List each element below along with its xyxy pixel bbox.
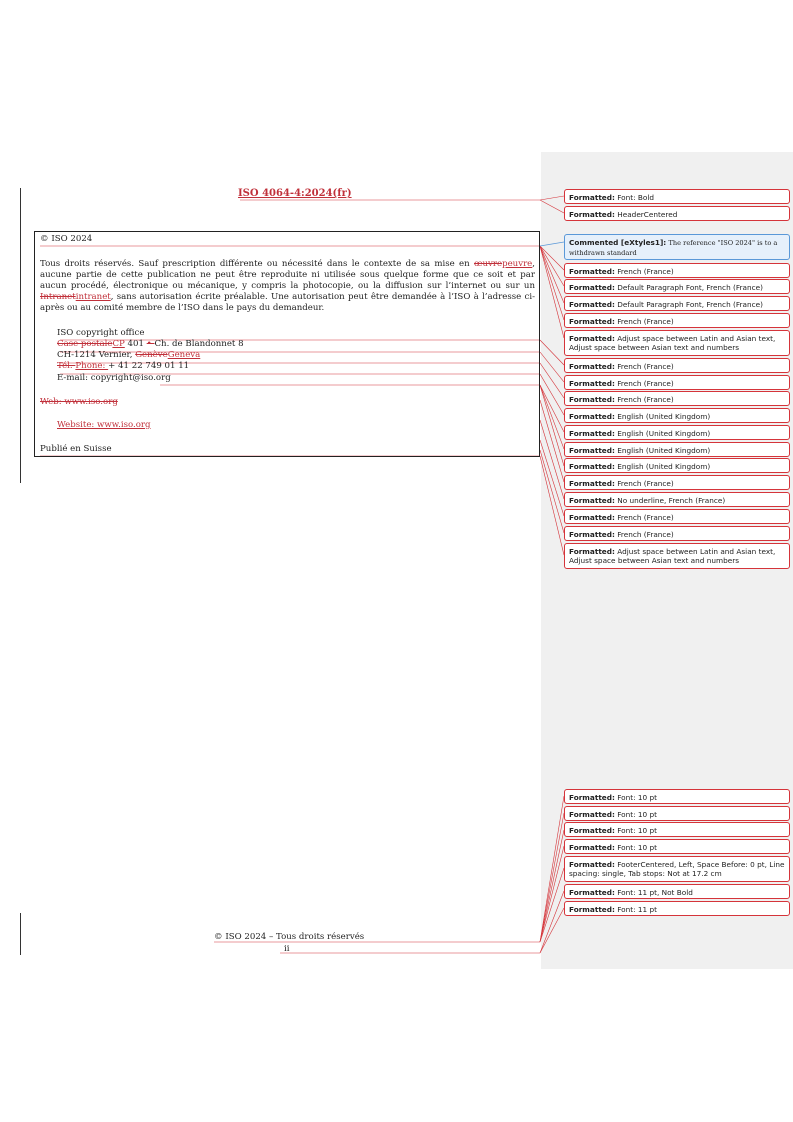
copyright-line: © ISO 2024 (40, 234, 93, 244)
comment-balloon[interactable]: Formatted: French (France) (564, 391, 790, 406)
comment-balloon[interactable]: Formatted: Font: 10 pt (564, 839, 790, 854)
email-line: E-mail: copyright@iso.org (57, 373, 171, 383)
website-link[interactable]: Website: www.iso.org (57, 420, 151, 430)
comment-balloon[interactable]: Formatted: French (France) (564, 263, 790, 278)
comment-balloon[interactable]: Formatted: Adjust space between Latin and Asian text, Adjust space between Asian text and numbers (564, 330, 790, 356)
comment-balloon[interactable]: Formatted: English (United Kingdom) (564, 408, 790, 423)
comment-balloon[interactable]: Formatted: French (France) (564, 526, 790, 541)
copyright-office: ISO copyright office (57, 328, 145, 338)
phone-line: Tél. Phone: + 41 22 749 01 11 (57, 361, 190, 371)
comment-balloon[interactable]: Formatted: No underline, French (France) (564, 492, 790, 507)
copyright-paragraph: Tous droits réservés. Sauf prescription différente ou nécessité dans le contexte de sa mise en œuvrepeuvre, aucune partie de cette publication ne peut être reproduite ni utilisée sous quelque forme que ce soit et par aucun procédé, électronique ou mécanique, y compris la photocopie, ou la diffusion sur l’internet ou sur un Intranetintranet, sans autorisation écrite préalable. Une autorisation peut être demandée à l’ISO à l’adresse ci-après ou au comité membre de l’ISO dans le pays du demandeur. (40, 259, 535, 313)
header-title: ISO 4064-4:2024(fr) (238, 188, 352, 199)
comment-balloon-extyles[interactable]: Commented [eXtyles1]: The reference "ISO 2024" is to a withdrawn standard (564, 234, 790, 260)
comment-balloon[interactable]: Formatted: Font: 11 pt (564, 901, 790, 916)
comment-balloon[interactable]: Formatted: FooterCentered, Left, Space Before: 0 pt, Line spacing: single, Tab stops: Not at 17.2 cm (564, 856, 790, 882)
comment-balloon[interactable]: Formatted: French (France) (564, 509, 790, 524)
city-line: CH-1214 Vernier, GenèveGeneva (57, 350, 201, 360)
comment-balloon[interactable]: Formatted: French (France) (564, 475, 790, 490)
comment-balloon[interactable]: Formatted: Default Paragraph Font, French (France) (564, 279, 790, 294)
comment-balloon[interactable]: Formatted: French (France) (564, 313, 790, 328)
published-line: Publié en Suisse (40, 444, 112, 454)
comment-balloon[interactable]: Formatted: Adjust space between Latin and Asian text, Adjust space between Asian text and numbers (564, 543, 790, 569)
deleted-web-line: Web: www.iso.org (40, 397, 118, 407)
comment-balloon[interactable]: Formatted: Font: 10 pt (564, 822, 790, 837)
comment-balloon[interactable]: Formatted: English (United Kingdom) (564, 425, 790, 440)
postal-address: Case postaleCP 401 • Ch. de Blandonnet 8 (57, 339, 244, 349)
comment-balloon[interactable]: Formatted: Font: 10 pt (564, 806, 790, 821)
comment-balloon[interactable]: Formatted: Font: 10 pt (564, 789, 790, 804)
comment-balloon[interactable]: Formatted: French (France) (564, 375, 790, 390)
comment-balloon[interactable]: Formatted: English (United Kingdom) (564, 458, 790, 473)
comment-balloon[interactable]: Formatted: Default Paragraph Font, French (France) (564, 296, 790, 311)
page-number: ii (284, 944, 290, 954)
comment-balloon[interactable]: Formatted: HeaderCentered (564, 206, 790, 221)
email-link[interactable]: copyright@iso.org (90, 373, 171, 383)
comment-balloon[interactable]: Formatted: English (United Kingdom) (564, 442, 790, 457)
comment-balloon[interactable]: Formatted: Font: Bold (564, 189, 790, 204)
footer-copyright: © ISO 2024 – Tous droits réservés (214, 932, 365, 942)
comment-balloon[interactable]: Formatted: Font: 11 pt, Not Bold (564, 884, 790, 899)
comment-balloon[interactable]: Formatted: French (France) (564, 358, 790, 373)
